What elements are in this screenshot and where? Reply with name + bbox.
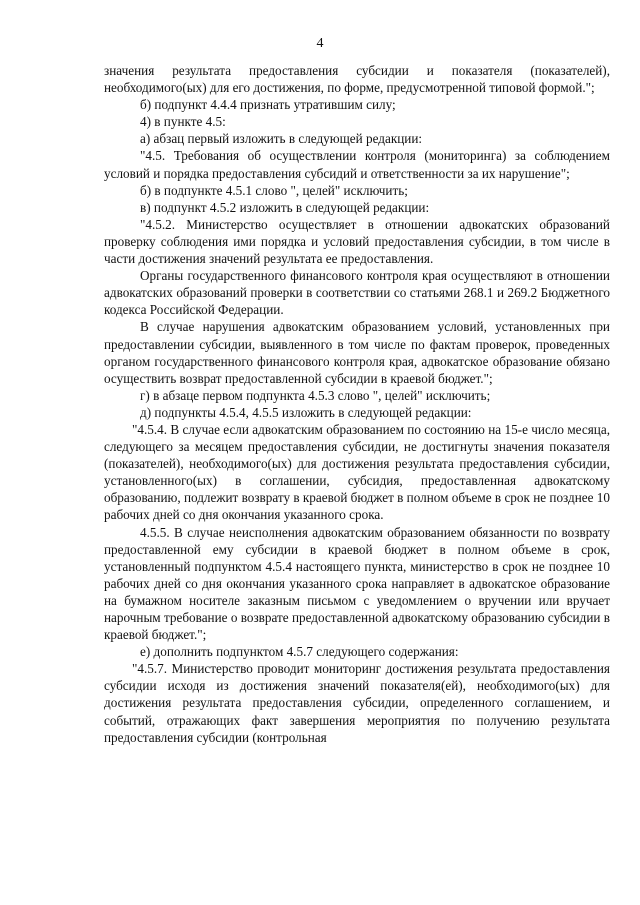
paragraph-item-b-2: б) в подпункте 4.5.1 слово ", целей" исключить; — [140, 182, 408, 198]
paragraph-violation: В случае нарушения адвокатским образованием условий, установленных при предоставлении субсидии, выявленного в том числе по фактам проверок, проведенных органом государственного финансового контроля края, адвокатское образование обязано осуществить возврат предоставленной субсидии в краевой бюджет."; — [104, 319, 610, 386]
paragraph-quote-4-5-4: "4.5.4. В случае если адвокатским образованием по состоянию на 15-е число месяца, следующего за месяцем предоставления субсидии, не достигнуты значения показателя (показателей), необходимого(ых) для достижения результата предоставления субсидии, установленного(ых) в соглашении, субсидия, предоставленная адвокатскому образованию, подлежит возврату в краевой бюджет в полном объеме в срок не позднее 10 рабочих дней со дня окончания указанного срока. — [104, 421, 610, 523]
paragraph-item-a: а) абзац первый изложить в следующей редакции: — [140, 131, 423, 147]
paragraph-item-4: 4) в пункте 4.5: — [140, 114, 226, 130]
page-number: 4 — [316, 36, 324, 51]
paragraph-item-d: д) подпункты 4.5.4, 4.5.5 изложить в следующей редакции: — [140, 404, 472, 420]
paragraph-quote-4-5-2: "4.5.2. Министерство осуществляет в отношении адвокатских образований проверку соблюдения ими порядка и условий предоставления субсидии, в том числе в части достижения значений результата ее предоставления. — [104, 216, 610, 267]
paragraph-continuation: значения результата предоставления субсидии и показателя (показателей), необходимого(ых) для его достижения, по форме, предусмотренной типовой формой."; — [104, 63, 610, 96]
paragraph-quote-4-5: "4.5. Требования об осуществлении контроля (мониторинга) за соблюдением условий и порядка предоставления субсидий и ответственности за их нарушение"; — [104, 148, 610, 181]
paragraph-quote-4-5-7: "4.5.7. Министерство проводит мониторинг достижения результата предоставления субсидии исходя из достижения значений показателя(ей), необходимого(ых) для достижения результата предоставления субсидии, определенного соглашением, и событий, отражающих факт завершения мероприятия по получению результата предоставления субсидии (контрольная — [104, 661, 610, 745]
paragraph-item-v: в) подпункт 4.5.2 изложить в следующей редакции: — [140, 199, 430, 215]
paragraph-item-b-1: б) подпункт 4.4.4 признать утратившим силу; — [140, 97, 396, 113]
paragraph-item-g: г) в абзаце первом подпункта 4.5.3 слово ", целей" исключить; — [140, 387, 491, 403]
paragraph-4-5-5: 4.5.5. В случае неисполнения адвокатским образованием обязанности по возврату предоставленной ему субсидии в краевой бюджет в полном объеме в срок, установленный подпунктом 4.5.4 настоящего пункта, министерство в срок не позднее 10 рабочих дней со дня окончания указанного срока направляет в адвокатское образование на бумажном носителе заказным письмом с уведомлением о вручении или вручает нарочным требование о возврате предоставленной адвокатскому образованию субсидии в краевой бюджет."; — [104, 524, 610, 643]
paragraph-item-e: е) дополнить подпунктом 4.5.7 следующего содержания: — [140, 644, 459, 660]
paragraph-financial-control: Органы государственного финансового контроля края осуществляют в отношении адвокатских образований проверки в соответствии со статьями 268.1 и 269.2 Бюджетного кодекса Российской Федерации. — [104, 268, 610, 318]
document-body — [104, 62, 610, 746]
